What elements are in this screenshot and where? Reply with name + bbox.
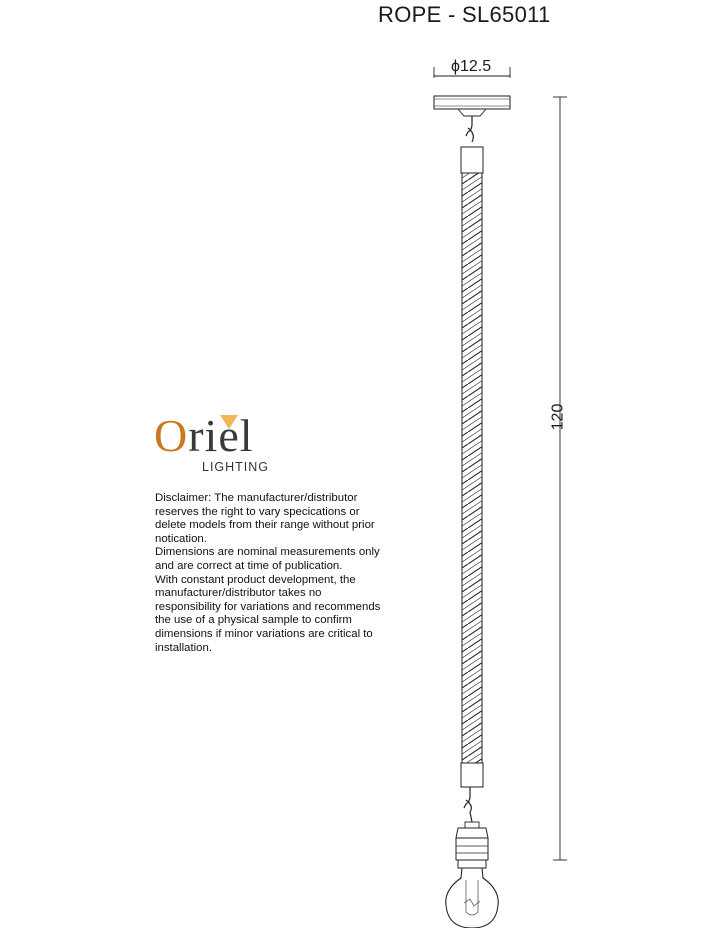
disclaimer-paragraph-3: With constant product development, the manufacturer/distributor takes no responsibility for variations and recommends the use of a physical sample to confirm dimensions if minor variations are critical to installation. [155,573,381,654]
filament-bulb [446,868,498,928]
oriel-lighting-logo [154,410,284,483]
upper-rope-clamp [461,147,483,173]
diameter-dimension-line [434,67,510,78]
logo-subtitle: LIGHTING [202,460,270,474]
height-dimension-label: 120 [549,403,567,431]
product-title: ROPE - SL65011 [378,2,551,27]
diameter-dimension-label: ϕ12.5 [451,58,492,75]
lower-rope-clamp [461,763,483,787]
upper-hook [466,116,473,142]
disclaimer-paragraph-2: Dimensions are nominal measurements only and are correct at time of publication. [155,546,380,572]
lamp-holder [456,822,488,868]
height-dimension-line [553,97,567,860]
rope-cord [462,173,482,763]
lower-hook [464,787,472,822]
logo-wordmark: Oriel [154,410,254,461]
disclaimer-text [155,492,385,655]
ceiling-canopy [434,96,510,116]
disclaimer-paragraph-1: Disclaimer: The manufacturer/distributor reserves the right to vary specications or delete models from their range without prior notication. [155,492,375,545]
